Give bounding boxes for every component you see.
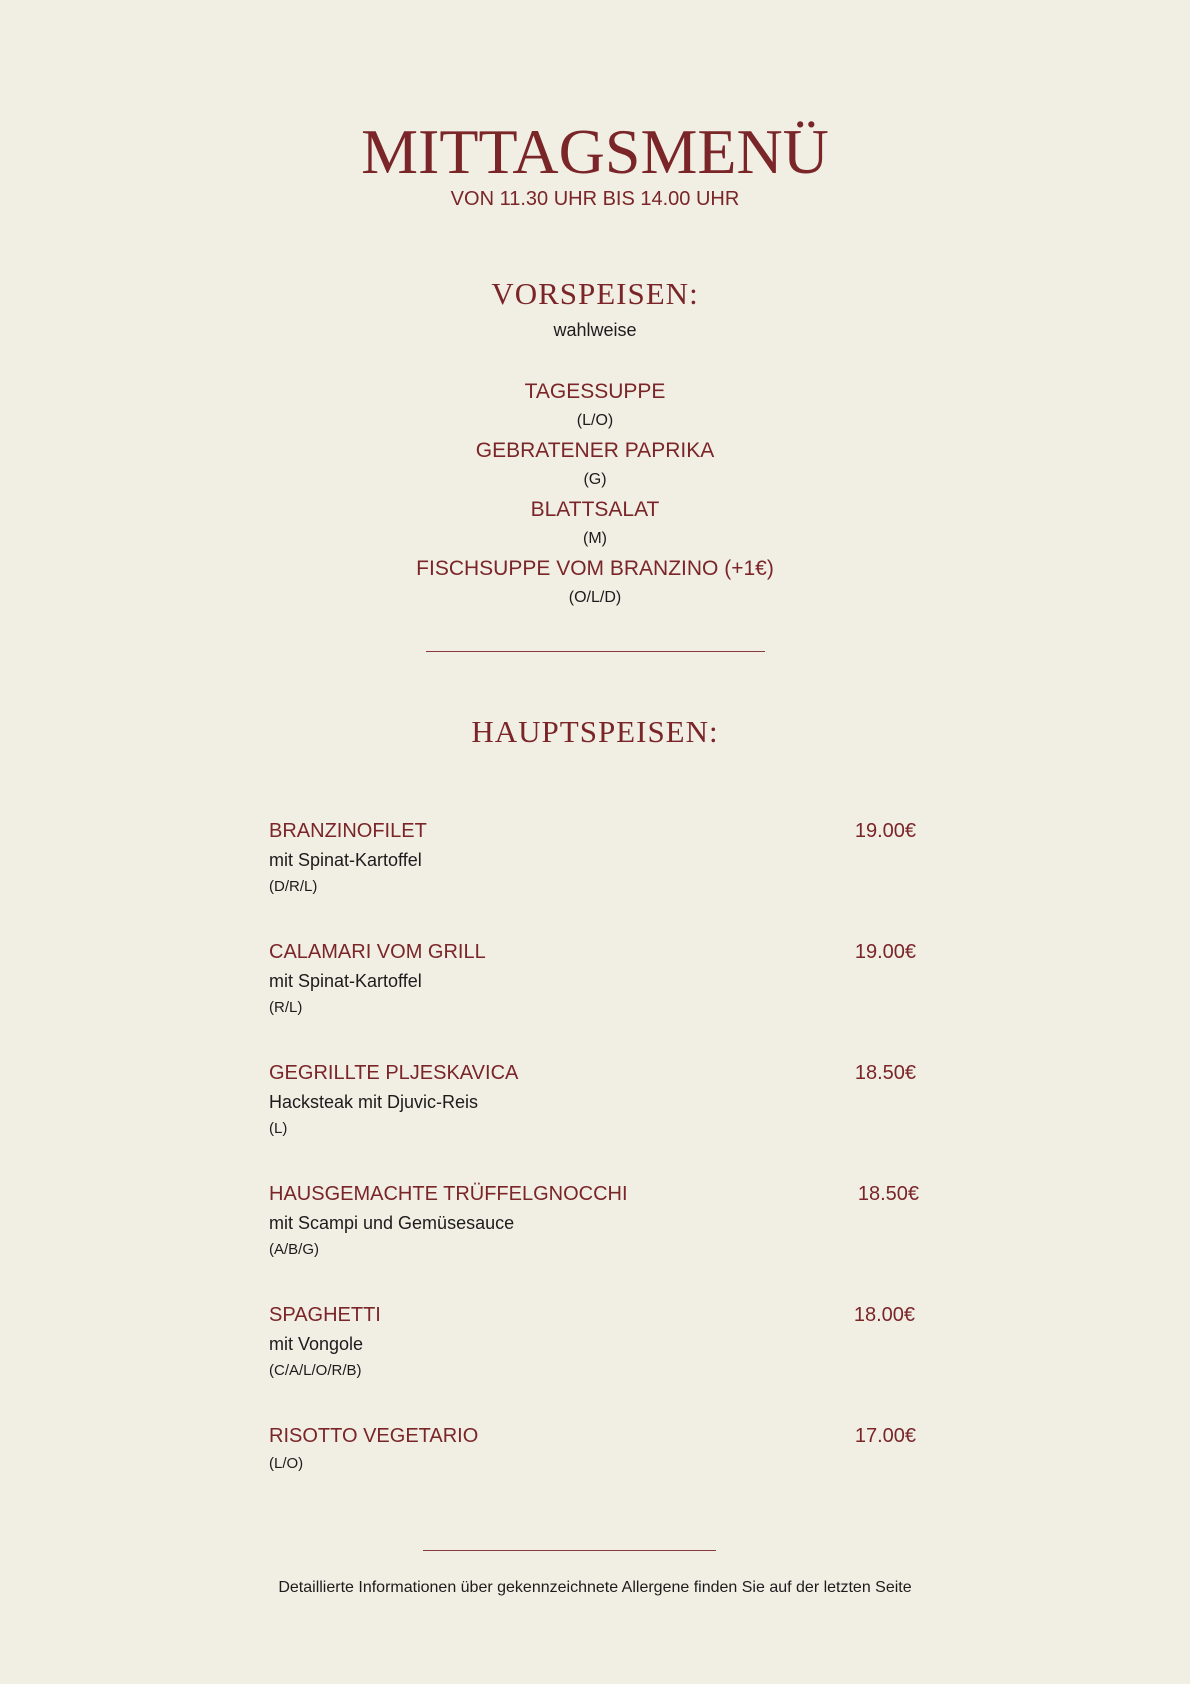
dish-allergens: (R/L) [269, 999, 303, 1016]
dish-description: mit Spinat-Kartoffel [269, 850, 422, 870]
dish-allergens: (D/R/L) [269, 878, 318, 895]
dish-price: 18.50€ [854, 1062, 916, 1084]
main-dish [269, 818, 921, 928]
dish-description: mit Scampi und Gemüsesauce [269, 1213, 515, 1233]
starters-heading: VORSPEISEN: [491, 276, 699, 311]
opening-hours: VON 11.30 UHR BIS 14.00 UHR [450, 188, 740, 210]
dish-price: 19.00€ [854, 941, 916, 963]
starters-note: wahlweise [553, 320, 637, 340]
dish-name: RISOTTO VEGETARIO [269, 1425, 479, 1447]
main-dish [269, 1423, 921, 1533]
dish-description: mit Vongole [269, 1334, 364, 1354]
dish-allergens: (A/B/G) [269, 1241, 320, 1258]
dish-price: 19.00€ [854, 820, 916, 842]
dish-price: 18.50€ [857, 1183, 919, 1205]
dish-name: CALAMARI VOM GRILL [269, 941, 486, 963]
allergen-footnote: Detaillierte Informationen über gekennzeichnete Allergene finden Sie auf der letzten Seite [278, 1579, 912, 1596]
footer-divider [423, 1550, 716, 1551]
dish-name: GEGRILLTE PLJESKAVICA [269, 1062, 519, 1084]
starter-name: TAGESSUPPE [524, 380, 666, 403]
dish-price: 17.00€ [854, 1425, 916, 1447]
dish-description: mit Spinat-Kartoffel [269, 971, 422, 991]
section-divider [426, 651, 765, 652]
dish-price: 18.00€ [853, 1304, 915, 1326]
dish-allergens: (L/O) [269, 1455, 304, 1472]
starter-name: FISCHSUPPE VOM BRANZINO (+1€) [416, 557, 774, 580]
dish-name: SPAGHETTI [269, 1304, 381, 1326]
main-dish [269, 939, 921, 1049]
main-dish [269, 1060, 921, 1170]
starter-allergens: (G) [583, 471, 607, 488]
main-dish [269, 1302, 921, 1412]
starter-allergens: (M) [583, 530, 607, 547]
dish-name: HAUSGEMACHTE TRÜFFELGNOCCHI [269, 1183, 628, 1205]
dish-allergens: (C/A/L/O/R/B) [269, 1362, 362, 1379]
starter-allergens: (O/L/D) [568, 589, 622, 606]
dish-name: BRANZINOFILET [269, 820, 427, 842]
dish-description: Hacksteak mit Djuvic-Reis [269, 1092, 479, 1112]
starter-allergens: (L/O) [576, 412, 614, 429]
page-title: MITTAGSMENÜ [361, 116, 829, 187]
mains-heading: HAUPTSPEISEN: [471, 714, 719, 749]
main-dish [269, 1181, 921, 1291]
dish-allergens: (L) [269, 1120, 288, 1137]
starter-name: BLATTSALAT [530, 498, 660, 521]
starter-name: GEBRATENER PAPRIKA [475, 439, 715, 462]
